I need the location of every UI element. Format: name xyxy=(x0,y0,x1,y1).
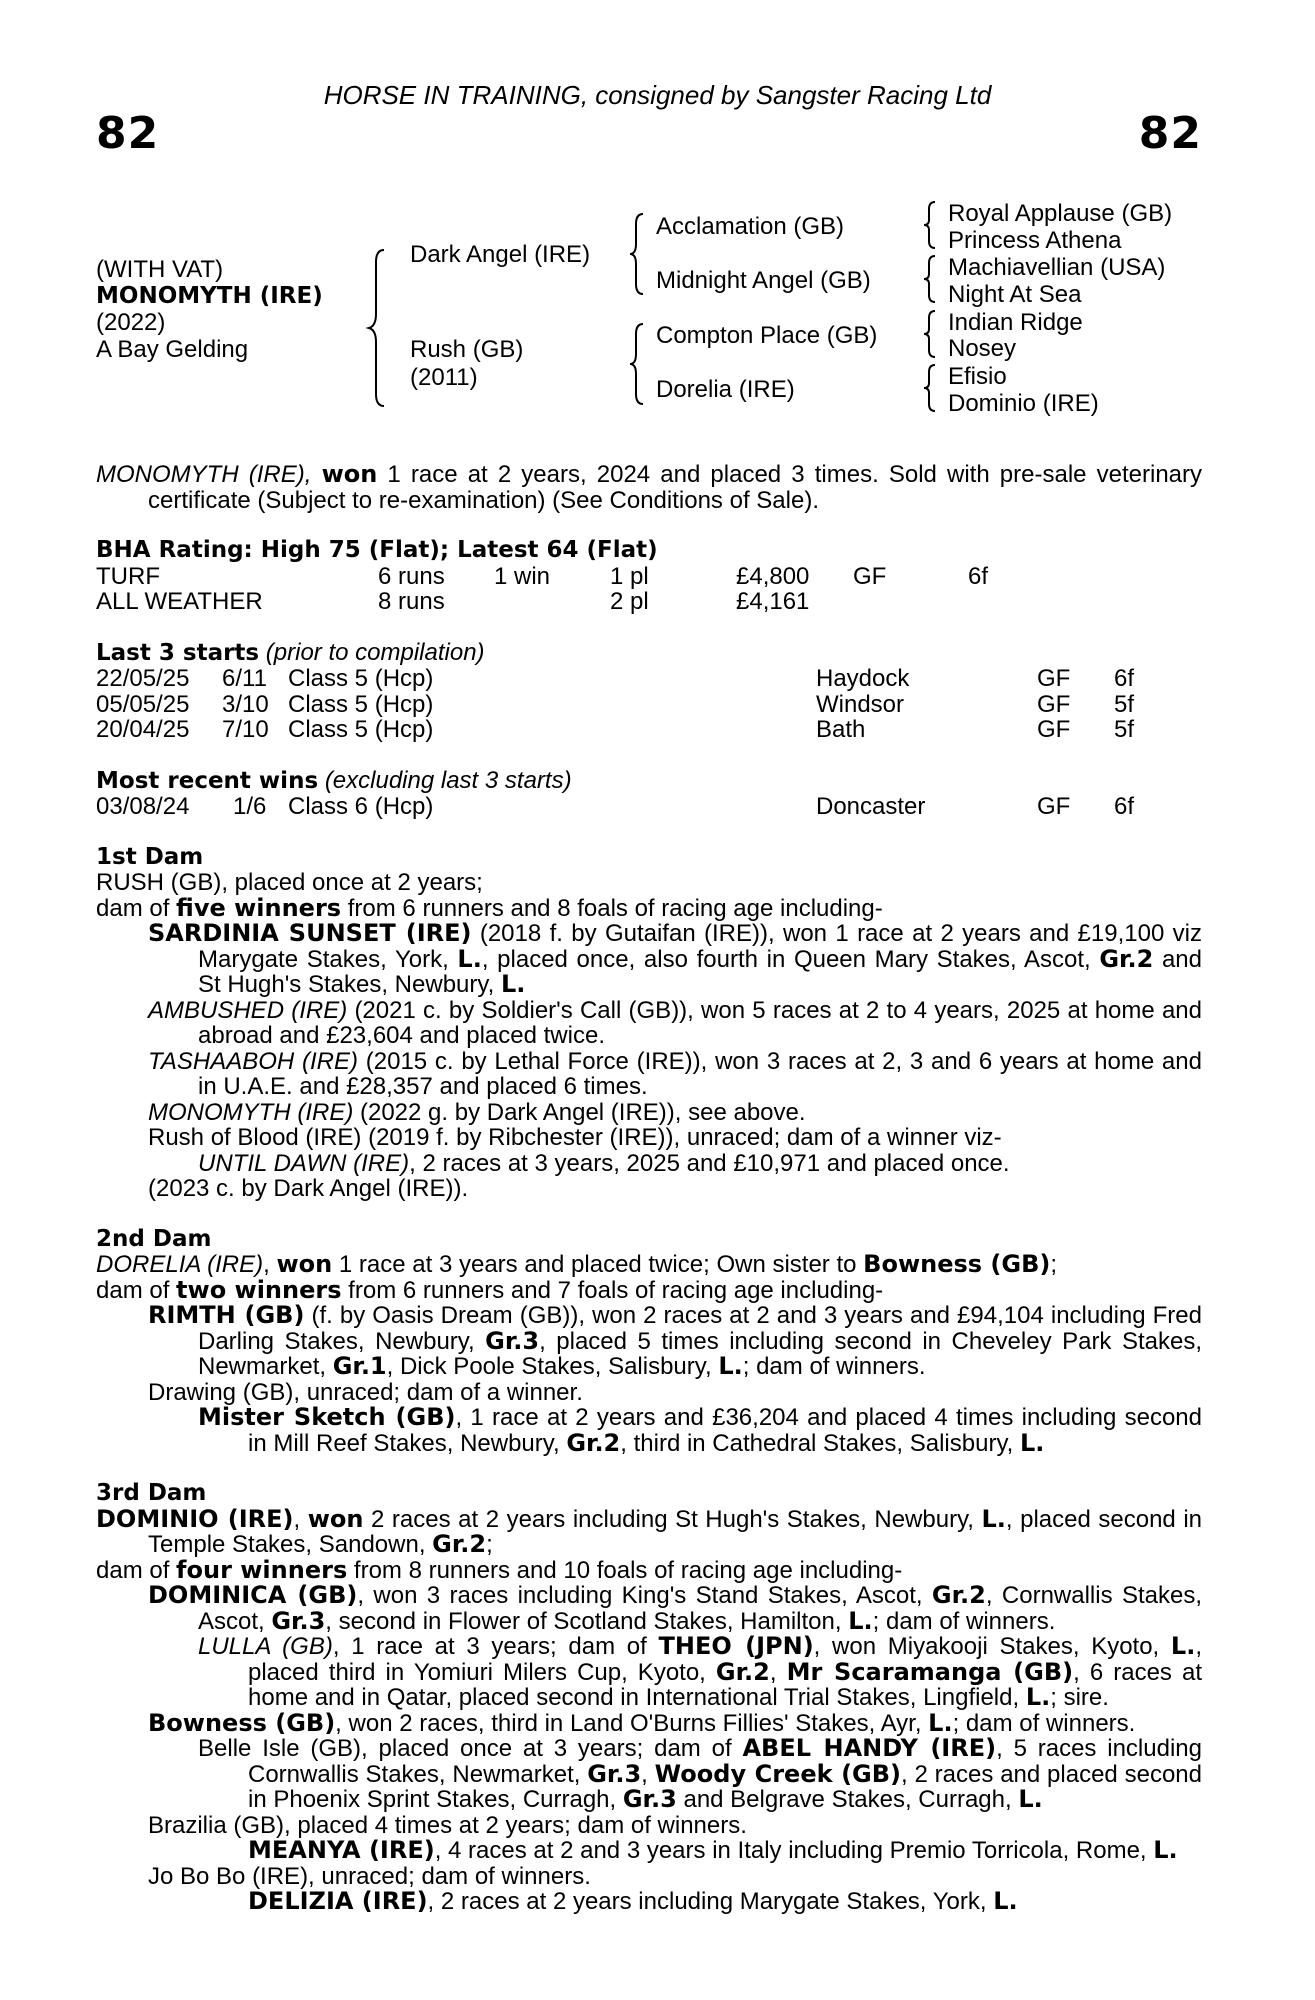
last-start-row: 22/05/25 6/11 Class 5 (Hcp) Haydock GF 6f xyxy=(96,665,1135,692)
horse-name: MONOMYTH (IRE) xyxy=(96,283,323,309)
first-dam-produce-line: dam of five winners from 6 runners and 8 foals of racing age including- xyxy=(96,893,883,922)
produce-entry: MONOMYTH (IRE) (2022 g. by Dark Angel (IRE)), see above. xyxy=(148,1098,806,1126)
third-dam-produce-line: dam of four winners from 8 runners and 10 foals of racing age including- xyxy=(96,1555,903,1584)
horse-year: (2022) xyxy=(96,309,166,336)
dam-name: Rush (GB) xyxy=(410,336,524,363)
produce-entry: DOMINICA (GB), won 3 races including King's Stand Stakes, Ascot, Gr.2, Cornwallis Stakes, Ascot, Gr.3, second in Flower of Scotland Stakes, Hamilton, L.; dam of winners. xyxy=(148,1581,1203,1635)
gen2-dam-dam: Dorelia (IRE) xyxy=(656,376,795,403)
produce-entry: Drawing (GB), unraced; dam of a winner. xyxy=(148,1378,583,1406)
pedigree-brace-3 xyxy=(628,322,646,406)
second-dam-produce-line: dam of two winners from 6 runners and 7 foals of racing age including- xyxy=(96,1275,884,1304)
produce-entry: Mister Sketch (GB), 1 race at 2 years and £36,204 and placed 4 times including second in Mill Reef Stakes, Newbury, Gr.2, third in Cathedral Stakes, Salisbury, L. xyxy=(198,1403,1203,1457)
first-dam-heading: 1st Dam xyxy=(96,843,204,870)
rating-row-turf: TURF 6 runs 1 win 1 pl £4,800 GF 6f xyxy=(96,562,989,590)
last-start-row: 20/04/25 7/10 Class 5 (Hcp) Bath GF 5f xyxy=(96,716,1135,743)
lot-number-right: 82 xyxy=(1138,108,1202,159)
pedigree-brace-4 xyxy=(922,200,938,250)
produce-entry: LULLA (GB), 1 race at 3 years; dam of THEO (JPN), won Miyakooji Stakes, Kyoto, L., placed third in Yomiuri Milers Cup, Kyoto, Gr.2, Mr Scaramanga (GB), 6 races at home and in Qatar, placed second in International Trial Stakes, Lingfield, L.; sire. xyxy=(198,1632,1203,1711)
produce-entry: TASHAABOH (IRE) (2015 c. by Lethal Force (IRE)), won 3 races at 2, 3 and 6 years at home and in U.A.E. and £28,357 and placed 6 times. xyxy=(148,1047,1202,1100)
gen2-dam-sire: Compton Place (GB) xyxy=(656,322,878,349)
lot-number-left: 82 xyxy=(96,108,160,159)
gen3-6: Nosey xyxy=(948,335,1017,362)
produce-entry: Jo Bo Bo (IRE), unraced; dam of winners. xyxy=(148,1862,591,1890)
second-dam-heading: 2nd Dam xyxy=(96,1225,212,1252)
produce-entry: UNTIL DAWN (IRE), 2 races at 3 years, 2025 and £10,971 and placed once. xyxy=(198,1149,1010,1177)
last-starts-heading: Last 3 starts (prior to compilation) xyxy=(96,638,485,666)
catalogue-body xyxy=(96,462,1202,1915)
gen3-2: Princess Athena xyxy=(948,227,1122,254)
produce-entry: SARDINIA SUNSET (IRE) (2018 f. by Gutaifan (IRE)), won 1 race at 2 years and £19,100 viz Marygate Stakes, York, L., placed once, also fourth in Queen Mary Stakes, Ascot, Gr.2 and St Hugh's Stakes, Newbury, L. xyxy=(148,919,1202,998)
gen2-sire-dam: Midnight Angel (GB) xyxy=(656,267,871,294)
recent-win-row: 03/08/24 1/6 Class 6 (Hcp) Doncaster GF 6f xyxy=(96,793,1135,820)
second-dam-line: DORELIA (IRE), won 1 race at 3 years and placed twice; Own sister to Bowness (GB); xyxy=(96,1250,1057,1278)
horse-description: A Bay Gelding xyxy=(96,336,249,363)
gen3-5: Indian Ridge xyxy=(948,309,1083,336)
first-dam-line: RUSH (GB), placed once at 2 years; xyxy=(96,869,483,896)
produce-entry: Bowness (GB), won 2 races, third in Land O'Burns Fillies' Stakes, Ayr, L.; dam of winners. xyxy=(148,1708,1136,1737)
produce-entry: MEANYA (IRE), 4 races at 2 and 3 years in Italy including Premio Torricola, Rome, L. xyxy=(248,1836,1178,1864)
last-start-row: 05/05/25 3/10 Class 5 (Hcp) Windsor GF 5f xyxy=(96,690,1135,718)
third-dam-heading: 3rd Dam xyxy=(96,1480,207,1506)
produce-entry: Belle Isle (GB), placed once at 3 years; dam of ABEL HANDY (IRE), 5 races including Cornwallis Stakes, Newmarket, Gr.3, Woody Creek (GB), 2 races and placed second in Phoenix Sprint Stakes, Curragh, Gr.3 and Belgrave Stakes, Curragh, L. xyxy=(198,1734,1202,1813)
produce-entry: DELIZIA (IRE), 2 races at 2 years including Marygate Stakes, York, L. xyxy=(248,1887,1018,1915)
pedigree-brace-7 xyxy=(922,363,938,413)
produce-entry: AMBUSHED (IRE) (2021 c. by Soldier's Call (GB)), won 5 races at 2 to 4 years, 2025 at home and abroad and £23,604 and placed twice. xyxy=(148,996,1202,1049)
produce-entry: Rush of Blood (IRE) (2019 f. by Ribchester (IRE)), unraced; dam of a winner viz- xyxy=(148,1124,1002,1151)
gen3-1: Royal Applause (GB) xyxy=(948,200,1173,227)
pedigree-brace-1 xyxy=(368,248,388,408)
gen3-8: Dominio (IRE) xyxy=(948,390,1099,417)
recent-wins-heading: Most recent wins (excluding last 3 starts) xyxy=(96,766,572,794)
gen3-4: Night At Sea xyxy=(948,281,1082,308)
gen3-3: Machiavellian (USA) xyxy=(948,254,1166,281)
pedigree-brace-2 xyxy=(628,212,646,296)
produce-entry: RIMTH (GB) (f. by Oasis Dream (GB)), won 2 races at 2 and 3 years and £94,104 including Fred Darling Stakes, Newbury, Gr.3, placed 5 times including second in Cheveley Park Stakes, Newmarket, Gr.1, Dick Poole Stakes, Salisbury, L.; dam of winners. xyxy=(148,1301,1202,1380)
third-dam-line: DOMINIO (IRE), won 2 races at 2 years including St Hugh's Stakes, Newbury, L., placed second in Temple Stakes, Sandown, Gr.2; xyxy=(96,1504,1202,1558)
page-header: HORSE IN TRAINING, consigned by Sangster Racing Ltd xyxy=(323,80,992,110)
vat-note: (WITH VAT) xyxy=(96,256,224,283)
sire-name: Dark Angel (IRE) xyxy=(410,241,591,268)
rating-heading: BHA Rating: High 75 (Flat); Latest 64 (Flat) xyxy=(96,537,658,563)
pedigree-brace-6 xyxy=(922,309,938,359)
pedigree-brace-5 xyxy=(922,254,938,304)
produce-entry: (2023 c. by Dark Angel (IRE)). xyxy=(148,1175,469,1202)
rating-row-aw: ALL WEATHER 8 runs 2 pl £4,161 xyxy=(96,588,810,615)
gen3-7: Efisio xyxy=(948,363,1007,390)
dam-year: (2011) xyxy=(410,364,478,391)
intro-paragraph: MONOMYTH (IRE), won 1 race at 2 years, 2024 and placed 3 times. Sold with pre-sale veterinary certificate (Subject to re-examination) (See Conditions of Sale). xyxy=(96,460,1203,514)
gen2-sire-sire: Acclamation (GB) xyxy=(656,213,845,240)
produce-entry: Brazilia (GB), placed 4 times at 2 years; dam of winners. xyxy=(148,1811,747,1839)
